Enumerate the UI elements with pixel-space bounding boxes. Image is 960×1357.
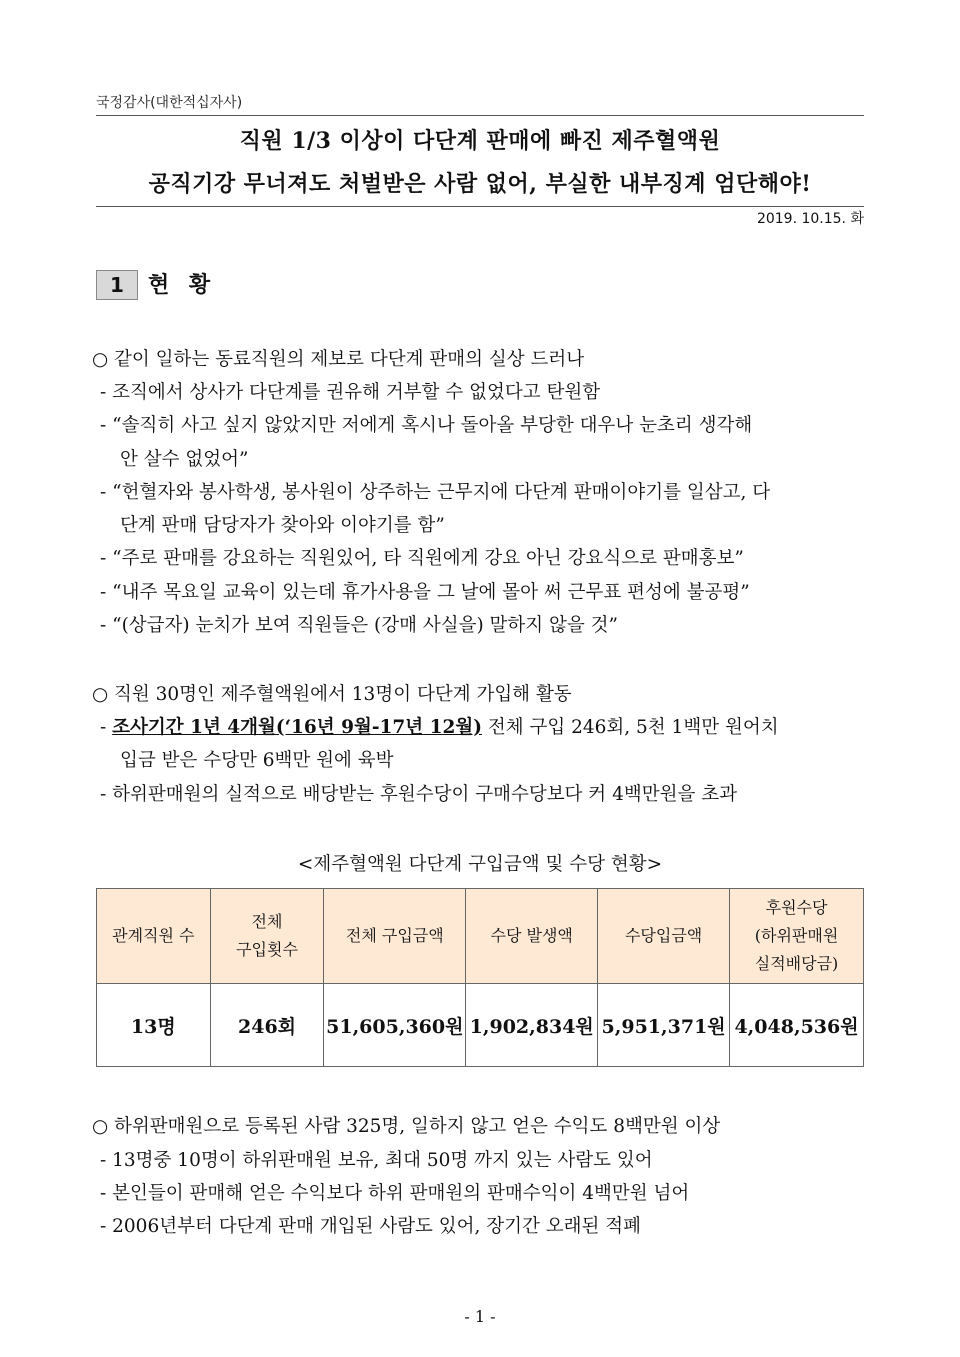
survey-period-rest: 전체 구입 246회, 5천 1백만 원어치 (481, 717, 779, 738)
title-divider (96, 206, 864, 207)
header-text: 실적배당금) (754, 954, 839, 973)
cell-total-amount: 51,605,360원 (324, 984, 466, 1067)
table-row (97, 984, 864, 1067)
document-header-label: 국정감사(대한적십자사) (96, 95, 243, 111)
header-text: (하위판매원 (754, 926, 839, 945)
document-title-line2: 공직기강 무너져도 처벌받은 사람 없어, 부실한 내부징계 엄단해야! (148, 171, 812, 197)
header-text: 수당 발생액 (490, 926, 573, 945)
sub-item-continuation: 안 살수 없었어” (120, 449, 249, 470)
sub-item-survey-period (100, 713, 779, 739)
header-text: 수당입금액 (624, 926, 703, 945)
sub-item: - 본인들이 판매해 얻은 수익보다 하위 판매원의 판매수익이 4백만원 넘어 (100, 1183, 690, 1204)
sub-item-continuation: 입금 받은 수당만 6백만 원에 육박 (120, 750, 394, 771)
section-title: 현 황 (148, 273, 217, 298)
table-caption: <제주혈액원 다단계 구입금액 및 수당 현황> (297, 854, 663, 875)
cell-staff-count: 13명 (97, 984, 211, 1067)
bullet-main-3: ○ 하위판매원으로 등록된 사람 325명, 일하지 않고 얻은 수익도 8백만원 이상 (92, 1116, 721, 1137)
sub-item: - 하위판매원의 실적으로 배당받는 후원수당이 구매수당보다 커 4백만원을 초과 (100, 784, 737, 805)
header-text: 전체 (251, 912, 283, 931)
cell-sponsor-allowance: 4,048,536원 (730, 984, 864, 1067)
bullet-main-1: ○ 같이 일하는 동료직원의 제보로 다단계 판매의 실상 드러나 (92, 349, 585, 370)
sub-item: - 2006년부터 다단계 판매 개입된 사람도 있어, 장기간 오래된 적폐 (100, 1216, 642, 1237)
header-text: 구입횟수 (236, 940, 298, 959)
header-text: 전체 구입금액 (345, 926, 444, 945)
header-allowance-generated (466, 889, 598, 984)
header-text: 후원수당 (765, 898, 828, 917)
page-number: - 1 - (464, 1307, 496, 1326)
sub-item: - 13명중 10명이 하위판매원 보유, 최대 50명 까지 있는 사람도 있어 (100, 1150, 653, 1171)
table-header-row (97, 889, 864, 984)
sub-item: - “내주 목요일 교육이 있는데 휴가사용을 그 날에 몰아 써 근무표 편성에 불공평” (100, 582, 750, 603)
cell-allowance-generated: 1,902,834원 (466, 984, 598, 1067)
header-sponsor-allowance (730, 889, 864, 984)
section-number-box: 1 (96, 270, 138, 300)
header-purchase-count (210, 889, 324, 984)
survey-period-emphasis: 조사기간 1년 4개월(‘16년 9월-17년 12월) (112, 717, 482, 738)
sub-item: - “솔직히 사고 싶지 않았지만 저에게 혹시나 돌아올 부당한 대우나 눈초리 생각해 (100, 415, 753, 436)
sub-item: - 조직에서 상사가 다단계를 권유해 거부할 수 없었다고 탄원함 (100, 382, 601, 403)
header-divider (96, 115, 864, 116)
header-allowance-deposited (598, 889, 730, 984)
sub-item: - “헌혈자와 봉사학생, 봉사원이 상주하는 근무지에 다단계 판매이야기를 일삼고, 다 (100, 482, 771, 503)
dash-marker: - (100, 717, 113, 738)
sub-item: - “주로 판매를 강요하는 직원있어, 타 직원에게 강요 아닌 강요식으로 판매홍보” (100, 548, 744, 569)
document-title-line1: 직원 1/3 이상이 다단계 판매에 빠진 제주혈액원 (239, 128, 721, 154)
bullet-main-2: ○ 직원 30명인 제주혈액원에서 13명이 다단계 가입해 활동 (92, 684, 572, 705)
sub-item-continuation: 단계 판매 담당자가 찾아와 이야기를 함” (120, 515, 445, 536)
header-text: 관계직원 수 (112, 926, 195, 945)
purchase-allowance-table (96, 888, 864, 1067)
cell-allowance-deposited: 5,951,371원 (598, 984, 730, 1067)
header-staff-count (97, 889, 211, 984)
document-date: 2019. 10.15. 화 (756, 211, 864, 227)
header-total-amount (324, 889, 466, 984)
cell-purchase-count: 246회 (210, 984, 324, 1067)
sub-item: - “(상급자) 눈치가 보여 직원들은 (강매 사실을) 말하지 않을 것” (100, 615, 618, 636)
